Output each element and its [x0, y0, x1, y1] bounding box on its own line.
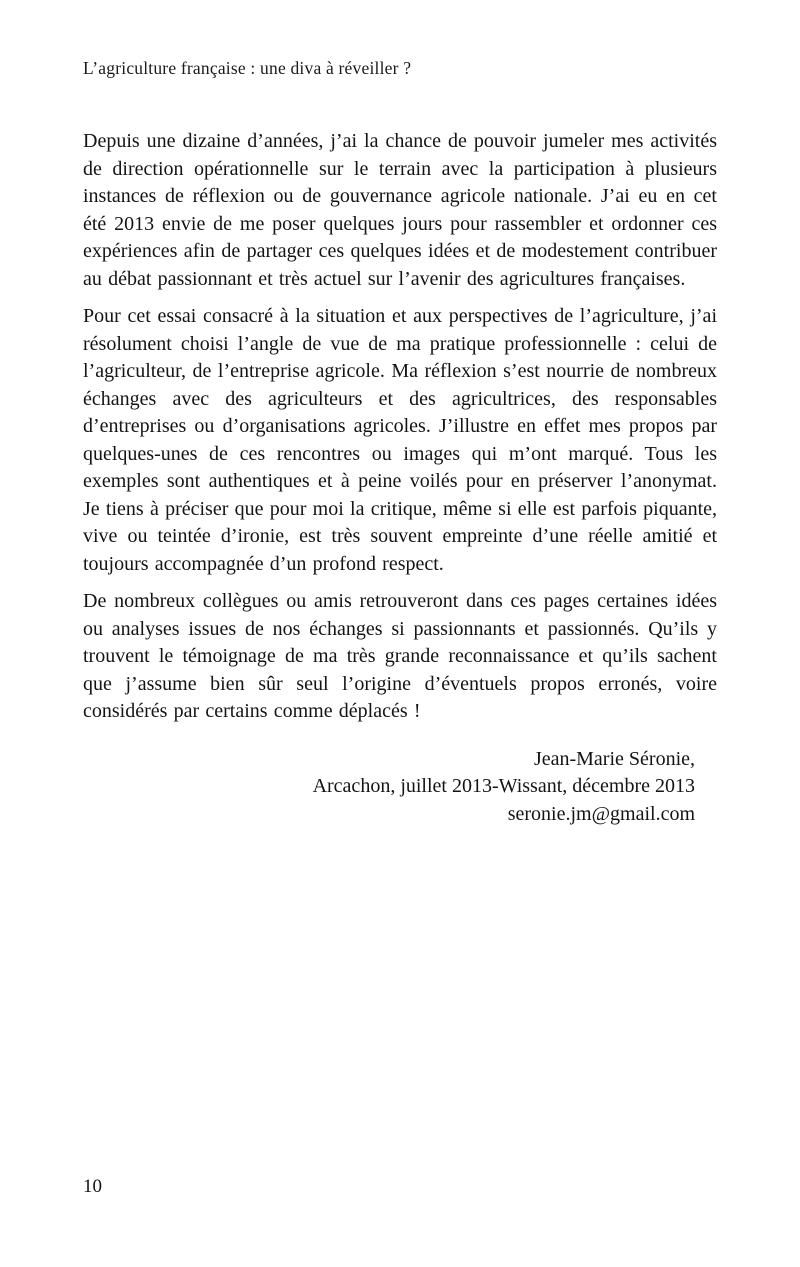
paragraph-3: De nombreux collègues ou amis retrouveront dans ces pages certaines idées ou analyses issues de nos échanges si passionnants et passionnés. Qu’ils y trouvent le témoignage de ma très grande reconnaissance et qu’ils sachent que j’assume bien sûr seul l’origine d’éventuels propos erronés, voire considérés par certains comme déplacés !	[83, 590, 717, 722]
page-number: 10	[83, 1176, 102, 1197]
page-body	[83, 128, 717, 828]
signature-block	[83, 746, 717, 829]
signature-author: Jean-Marie Séronie,	[533, 747, 695, 770]
signature-place-date: Arcachon, juillet 2013-Wissant, décembre 2013	[312, 775, 695, 797]
paragraph-2: Pour cet essai consacré à la situation et aux perspectives de l’agriculture, j’ai résolument choisi l’angle de vue de ma pratique professionnelle : celui de l’agriculteur, de l’entreprise agricole. Ma réflexion s’est nourrie de nombreux échanges avec des agriculteurs et des agricultrices, des responsables d’entreprises ou d’organisations agricoles. J’illustre en effet mes propos par quelques-unes de ces rencontres ou images qui m’ont marqué. Tous les exemples sont authentiques et à peine voilés pour en préserver l’anonymat. Je tiens à préciser que pour moi la critique, même si elle est parfois piquante, vive ou teintée d’ironie, est très souvent empreinte d’une réelle amitié et toujours accompagnée d’un profond respect.	[83, 305, 717, 575]
signature-email: seronie.jm@gmail.com	[507, 802, 695, 825]
running-header: L’agriculture française : une diva à réveiller ?	[83, 58, 412, 78]
paragraph-1: Depuis une dizaine d’années, j’ai la chance de pouvoir jumeler mes activités de direction opérationnelle sur le terrain avec la participation à plusieurs instances de réflexion ou de gouvernance agricole nationale. J’ai eu en cet été 2013 envie de me poser quelques jours pour rassembler et ordonner ces expériences afin de partager ces quelques idées et de modestement contribuer au débat passionnant et très actuel sur l’avenir des agricultures françaises.	[83, 130, 717, 290]
